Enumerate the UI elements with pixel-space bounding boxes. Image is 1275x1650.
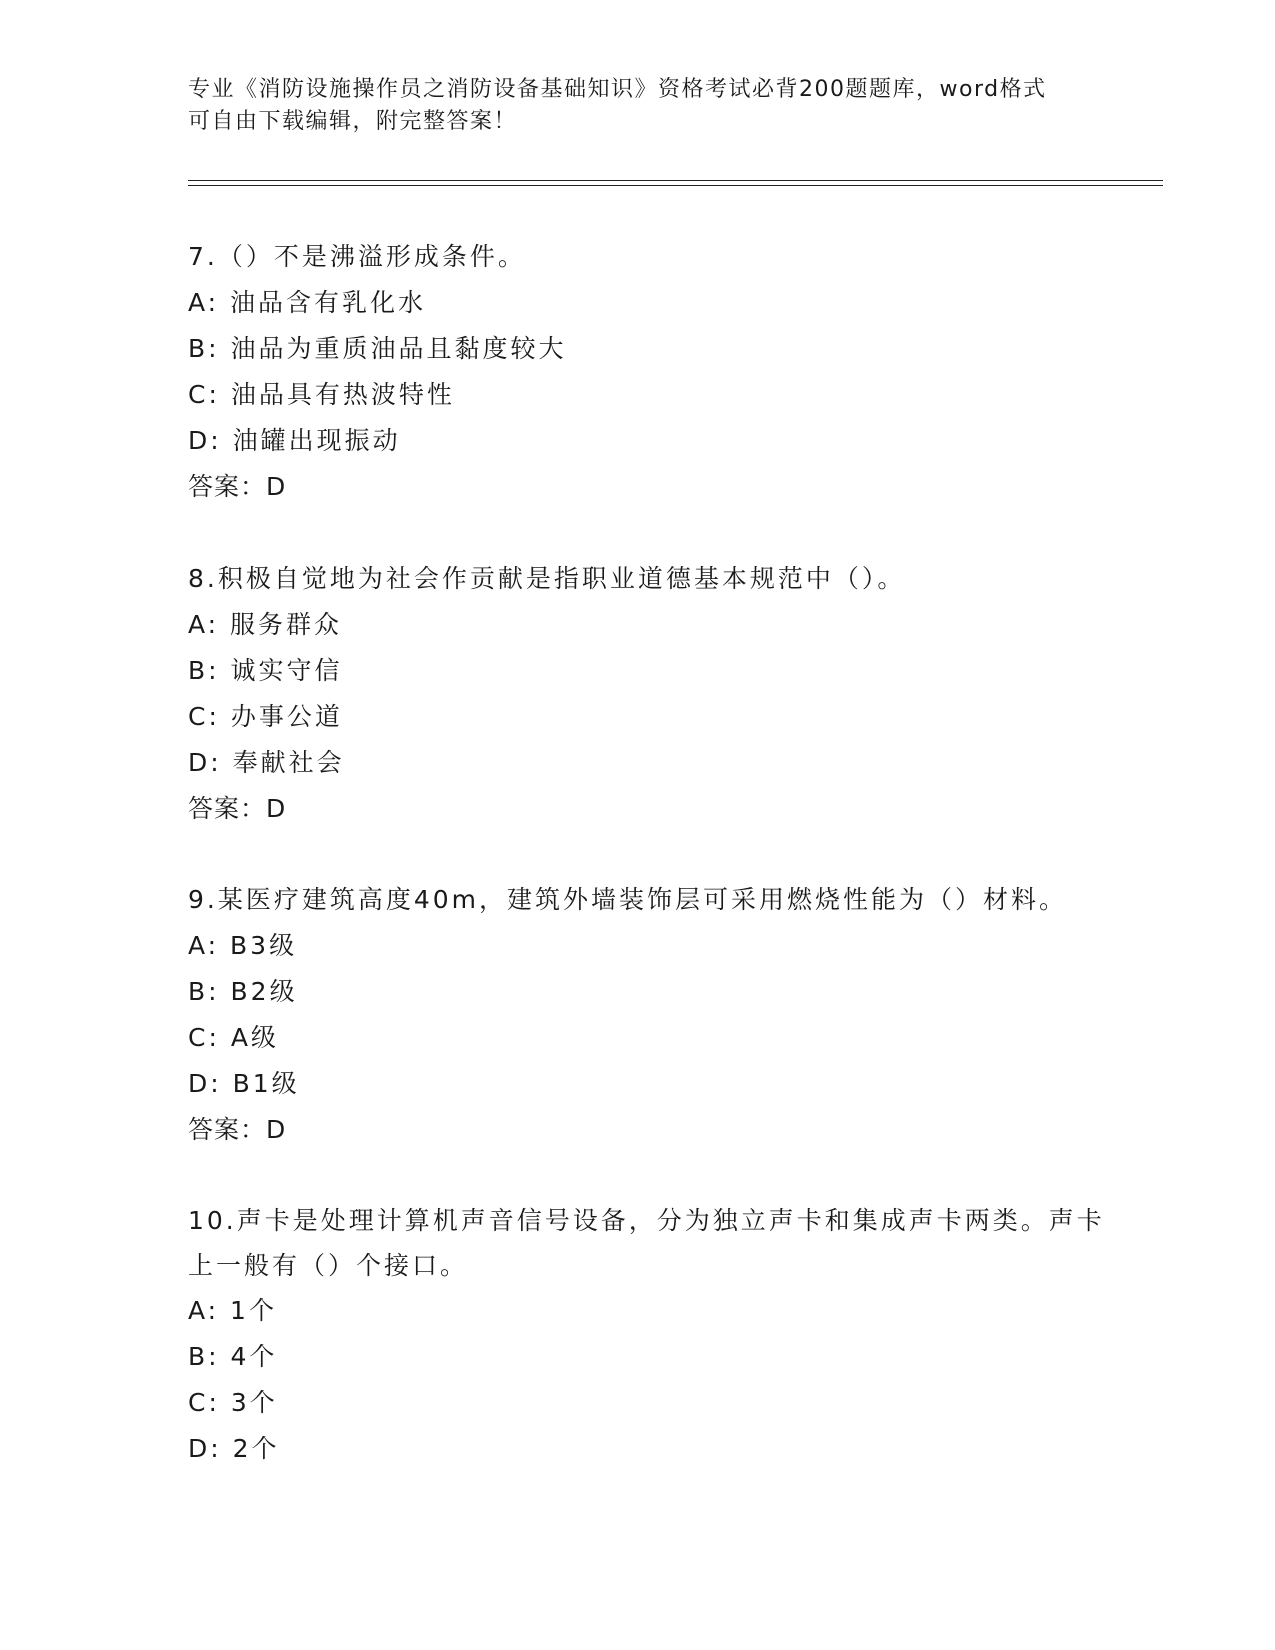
document-header: 专业《消防设施操作员之消防设备基础知识》资格考试必背200题题库，word格式可自由下载编辑，附完整答案！ bbox=[188, 77, 1047, 134]
question-stem: 9.某医疗建筑高度40m，建筑外墙装饰层可采用燃烧性能为（）材料。 bbox=[188, 885, 1068, 914]
header-divider-bottom bbox=[188, 185, 1163, 186]
option-b: B: 诚实守信 bbox=[188, 656, 343, 685]
question-stem: 7.（）不是沸溢形成条件。 bbox=[188, 242, 526, 271]
option-c: C: 办事公道 bbox=[188, 702, 343, 731]
option-c: C: 油品具有热波特性 bbox=[188, 380, 455, 409]
question-7 bbox=[188, 234, 1108, 510]
answer: 答案：D bbox=[188, 472, 287, 501]
question-stem: 8.积极自觉地为社会作贡献是指职业道德基本规范中（）。 bbox=[188, 564, 906, 593]
option-a: A: 油品含有乳化水 bbox=[188, 288, 427, 317]
answer: 答案：D bbox=[188, 794, 287, 823]
option-d: D: B1级 bbox=[188, 1069, 300, 1098]
option-b: B: 4个 bbox=[188, 1342, 278, 1371]
answer: 答案：D bbox=[188, 1115, 287, 1144]
option-c: C: A级 bbox=[188, 1023, 279, 1052]
header-divider-top bbox=[188, 180, 1163, 181]
option-c: C: 3个 bbox=[188, 1388, 278, 1417]
question-10 bbox=[188, 1198, 1108, 1472]
option-d: D: 2个 bbox=[188, 1434, 280, 1463]
question-9 bbox=[188, 877, 1108, 1153]
option-d: D: 奉献社会 bbox=[188, 748, 345, 777]
option-a: A: B3级 bbox=[188, 931, 298, 960]
option-a: A: 1个 bbox=[188, 1296, 277, 1325]
question-8 bbox=[188, 556, 1108, 832]
question-stem: 10.声卡是处理计算机声音信号设备，分为独立声卡和集成声卡两类。声卡上一般有（）个接口。 bbox=[188, 1206, 1105, 1280]
option-b: B: B2级 bbox=[188, 977, 298, 1006]
option-a: A: 服务群众 bbox=[188, 610, 343, 639]
option-b: B: 油品为重质油品且黏度较大 bbox=[188, 334, 567, 363]
option-d: D: 油罐出现振动 bbox=[188, 426, 401, 455]
